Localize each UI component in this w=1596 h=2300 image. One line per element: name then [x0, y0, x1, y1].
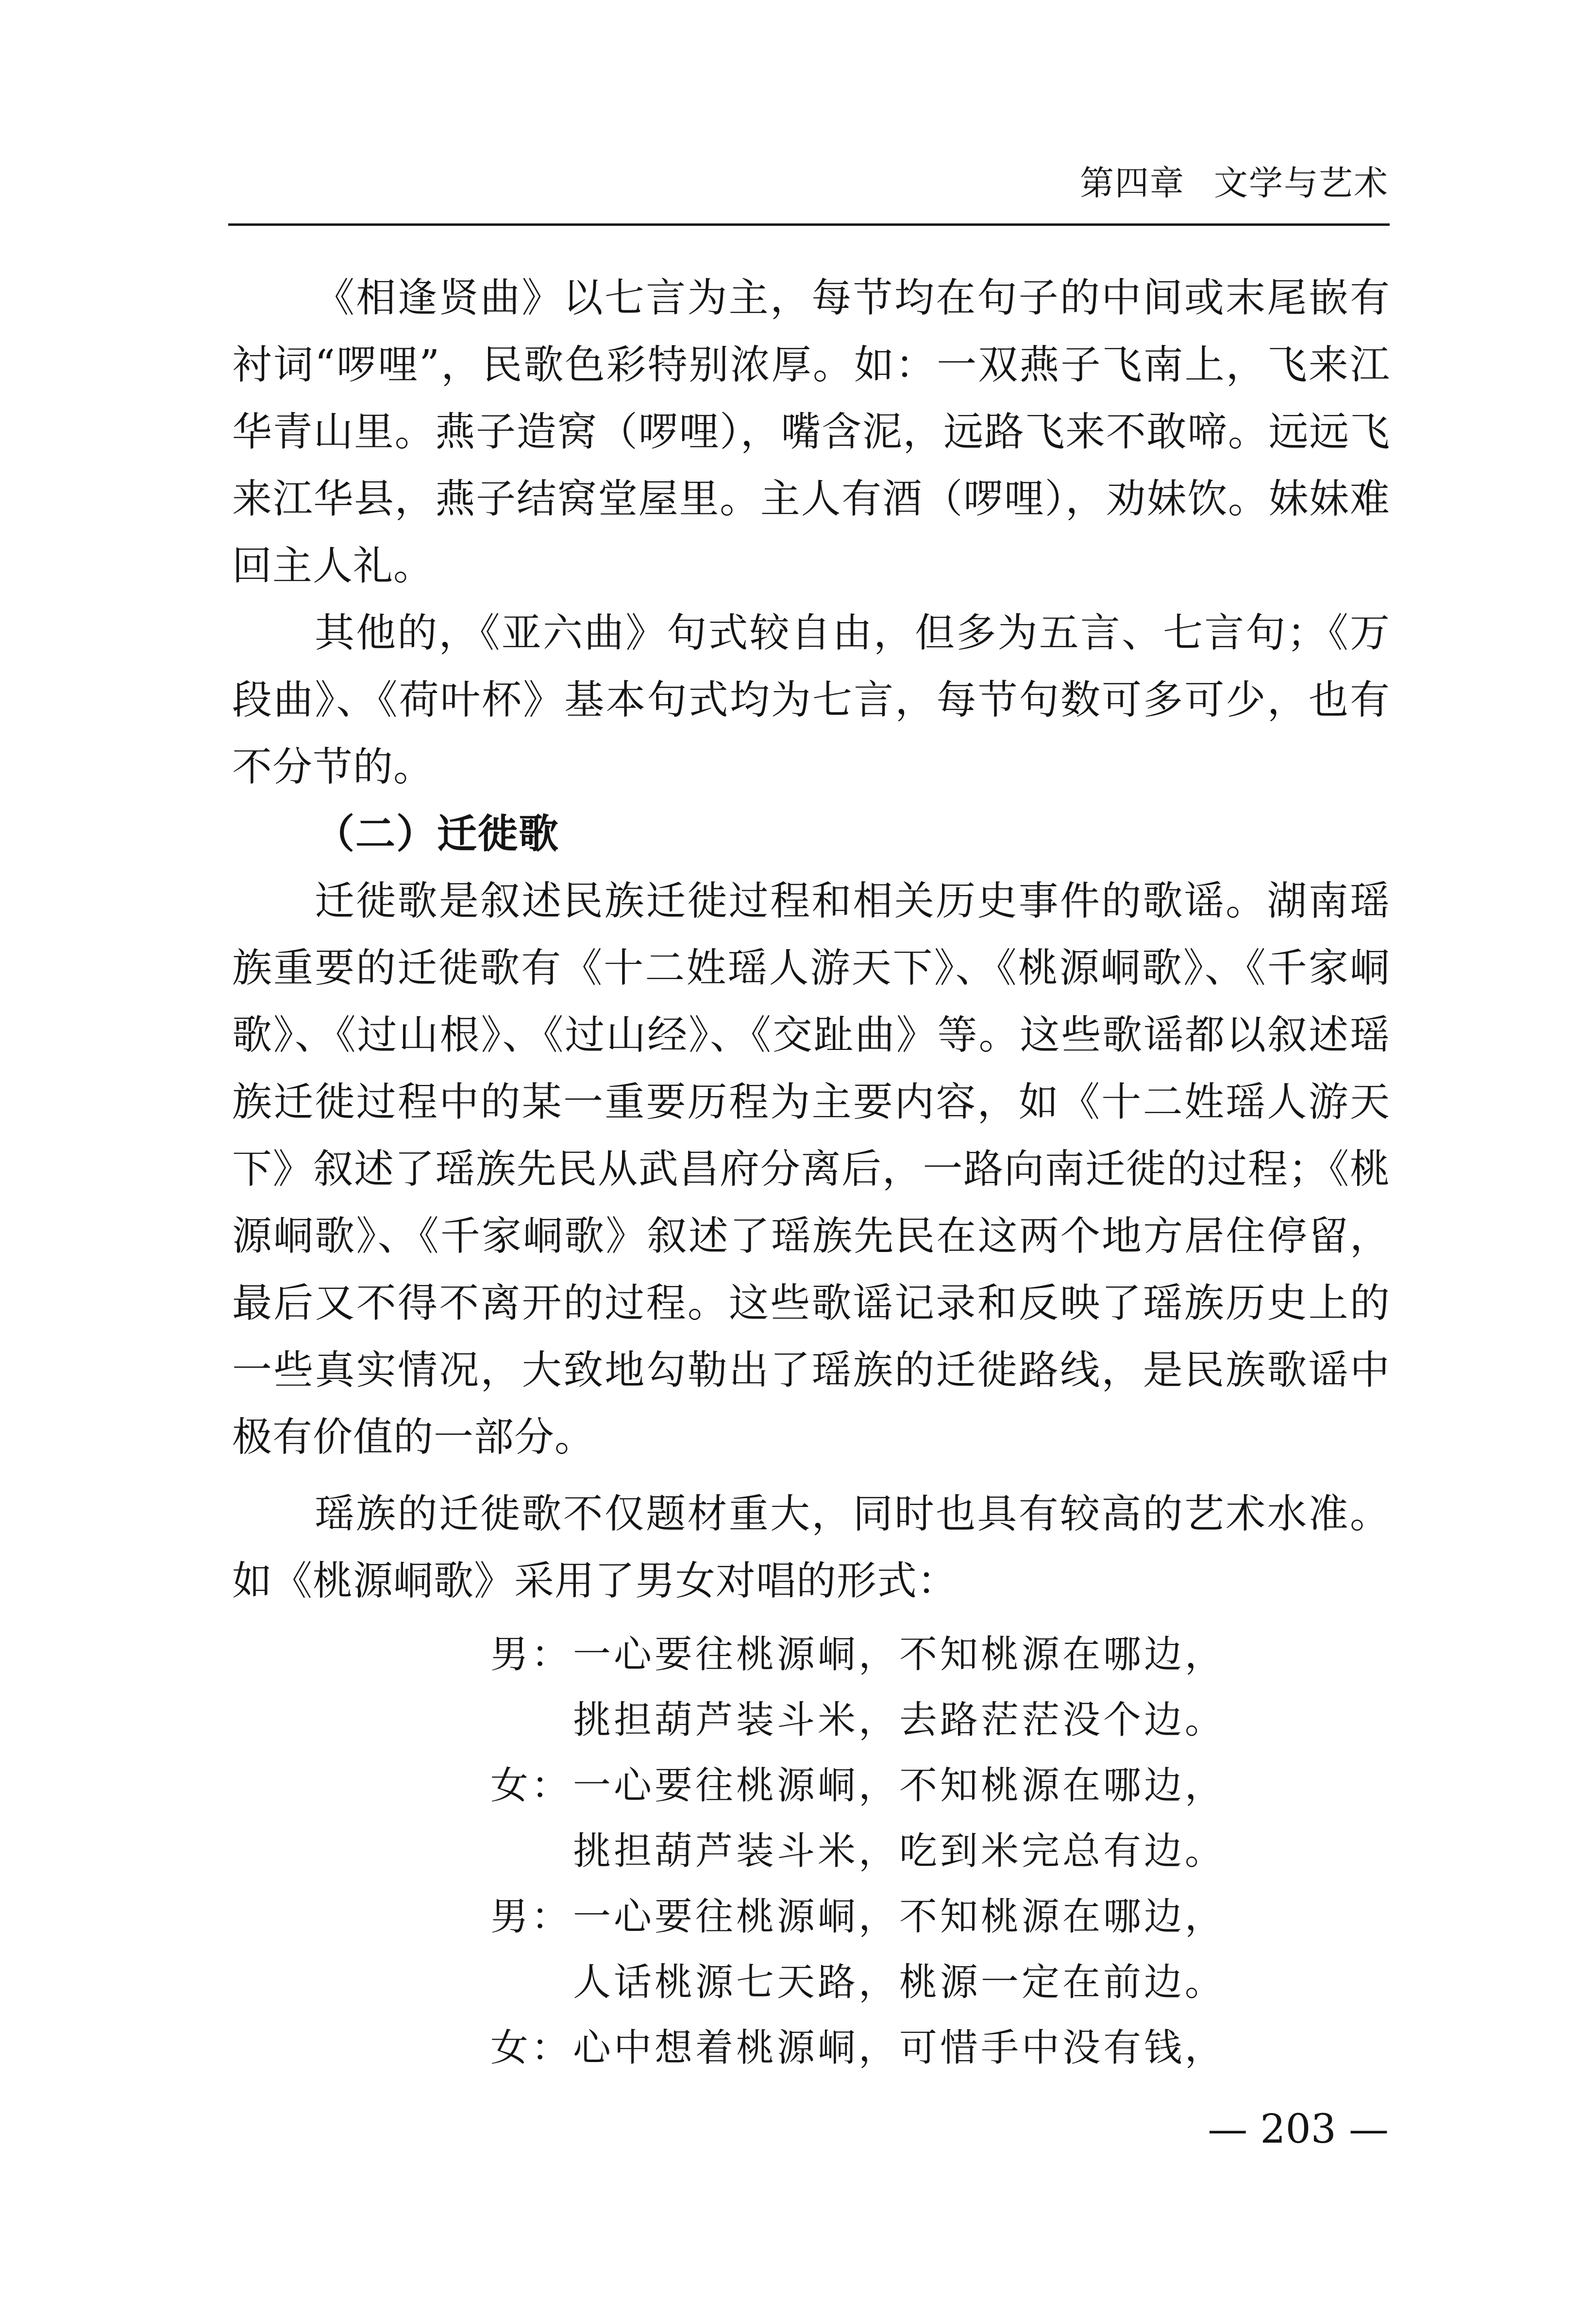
- poem-block: [490, 1622, 1316, 2081]
- verse-text: 一心要往桃源峒，不知桃源在哪边，: [573, 1633, 1226, 1676]
- poem-line: [490, 1884, 1316, 1950]
- poem-line: [490, 1622, 1316, 1688]
- body-text: [232, 265, 1390, 1615]
- speaker-label: 女：: [490, 1764, 572, 1808]
- poem-line: [490, 1950, 1316, 2015]
- poem-line: [490, 1819, 1316, 1884]
- speaker-label: 男：: [490, 1895, 572, 1939]
- paragraph-migration-songs: 迁徙歌是叙述民族迁徙过程和相关历史事件的歌谣。湖南瑶族重要的迁徙歌有《十二姓瑶人游天下》、《桃源峒歌》、《千家峒歌》、《过山根》、《过山经》、《交趾曲》等。这些歌谣都以叙述瑶族迁徙过程中的某一重要历程为主要内容，如《十二姓瑶人游天下》叙述了瑶族先民从武昌府分离后，一路向南迁徙的过程；《桃源峒歌》、《千家峒歌》叙述了瑶族先民在这两个地方居住停留，最后又不得不离开的过程。这些歌谣记录和反映了瑶族历史上的一些真实情况，大致地勾勒出了瑶族的迁徙路线，是民族歌谣中极有价值的一部分。: [232, 878, 1390, 1460]
- section-heading: （二）迁徙歌: [315, 811, 560, 857]
- poem-line: [490, 1688, 1316, 1753]
- running-header: [1034, 161, 1389, 205]
- poem-line: [490, 1753, 1316, 1819]
- verse-text: 挑担葫芦装斗米，吃到米完总有边。: [573, 1829, 1226, 1873]
- chapter-number: 第四章: [1080, 163, 1185, 203]
- chapter-title: 文学与艺术: [1214, 163, 1389, 203]
- verse-text: 一心要往桃源峒，不知桃源在哪边，: [573, 1895, 1226, 1939]
- verse-text: 心中想着桃源峒，可惜手中没有钱，: [573, 2026, 1226, 2070]
- header-rule: [228, 223, 1390, 226]
- paragraph-other-songs: 其他的，《亚六曲》句式较自由，但多为五言、七言句；《万段曲》、《荷叶杯》基本句式均为七言，每节句数可多可少，也有不分节的。: [232, 610, 1390, 790]
- paragraph-xiangfeng-qu: 《相逢贤曲》以七言为主，每节均在句子的中间或末尾嵌有衬词“啰哩”，民歌色彩特别浓厚。如：一双燕子飞南上，飞来江华青山里。燕子造窝（啰哩），嘴含泥，远路飞来不敢啼。远远飞来江华县，燕子结窝堂屋里。主人有酒（啰哩），劝妹饮。妹妹难回主人礼。: [232, 275, 1390, 589]
- verse-text: 一心要往桃源峒，不知桃源在哪边，: [573, 1764, 1226, 1808]
- verse-text: 挑担葫芦装斗米，去路茫茫没个边。: [573, 1698, 1226, 1742]
- verse-text: 人话桃源七天路，桃源一定在前边。: [573, 1961, 1226, 2004]
- page-number: — 203 —: [1208, 2106, 1389, 2152]
- speaker-label: 女：: [490, 2026, 572, 2070]
- poem-line: [490, 2015, 1316, 2081]
- paragraph-taoyuan-intro: 瑶族的迁徙歌不仅题材重大，同时也具有较高的艺术水准。如《桃源峒歌》采用了男女对唱的形式：: [232, 1491, 1390, 1604]
- speaker-label: 男：: [490, 1633, 572, 1676]
